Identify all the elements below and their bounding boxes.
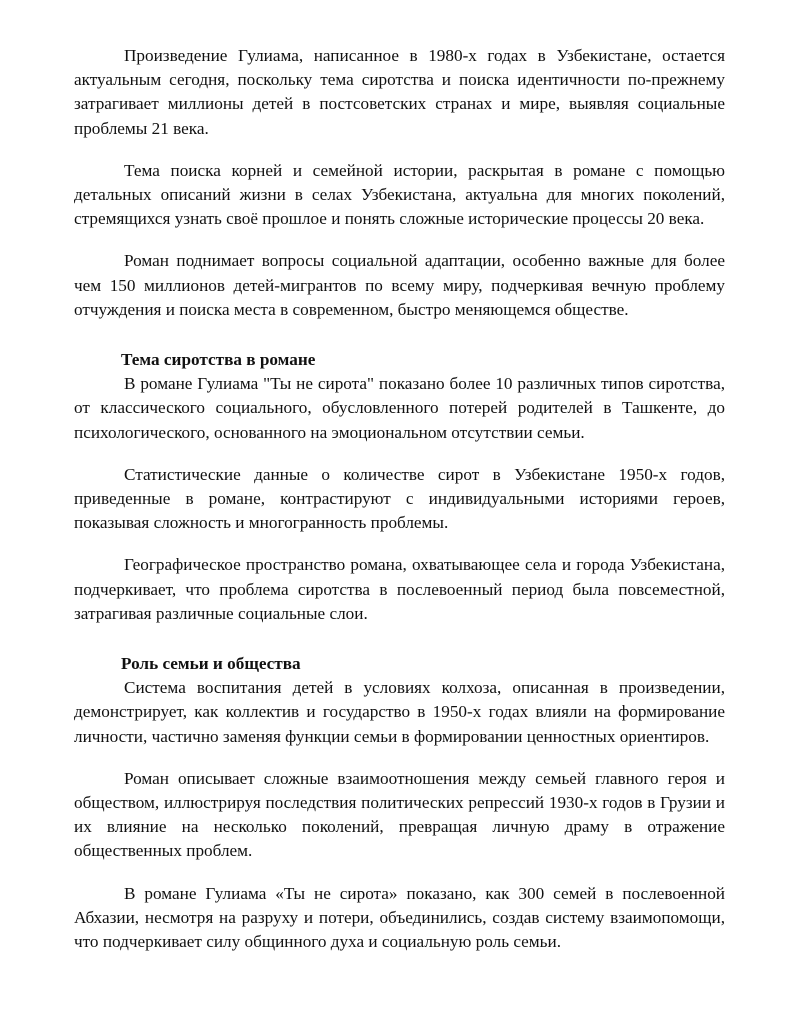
- paragraph: В романе Гулиама "Ты не сирота" показано более 10 различных типов сиротства, от классического социального, обусловленного потерей родителей в Ташкенте, до психологического, основанного на эмоциональном отсутствии семьи.: [74, 374, 725, 442]
- paragraph: Произведение Гулиама, написанное в 1980-х годах в Узбекистане, остается актуальным сегодня, поскольку тема сиротства и поиска идентичности по-прежнему затрагивает миллионы детей в постсоветских странах и мире, выявляя социальные проблемы 21 века.: [74, 46, 725, 138]
- paragraph: В романе Гулиама «Ты не сирота» показано, как 300 семей в послевоенной Абхазии, несмотря на разруху и потери, объединились, создав систему взаимопомощи, что подчеркивает силу общинного духа и социальную роль семьи.: [74, 883, 725, 952]
- section-heading: Роль семьи и общества: [121, 654, 301, 674]
- paragraph: Географическое пространство романа, охватывающее села и города Узбекистана, подчеркивает, что проблема сиротства в послевоенный период была повсеместной, затрагивая различные социальные слои.: [74, 555, 725, 623]
- paragraph: Система воспитания детей в условиях колхоза, описанная в произведении, демонстрирует, как коллектив и государство в 1950-х годах влияли на формирование личности, частично заменяя функции семьи в формировании ценностных ориентиров.: [74, 678, 725, 746]
- section-heading: Тема сиротства в романе: [121, 350, 316, 370]
- paragraph: Тема поиска корней и семейной истории, раскрытая в романе с помощью детальных описаний жизни в селах Узбекистана, актуальна для многих поколений, стремящихся узнать своё прошлое и понять сложные исторические процессы 20 века.: [74, 160, 725, 229]
- paragraph: Статистические данные о количестве сирот в Узбекистане 1950-х годов, приведенные в романе, контрастируют с индивидуальными историями героев, показывая сложность и многогранность проблемы.: [74, 464, 725, 533]
- paragraph: Роман описывает сложные взаимоотношения между семьей главного героя и обществом, иллюстрируя последствия политических репрессий 1930-х годов в Грузии и их влияние на несколько поколений, превращая личную драму в отражение общественных проблем.: [74, 768, 725, 861]
- document-page: [74, 44, 725, 954]
- paragraph: Роман поднимает вопросы социальной адаптации, особенно важные для более чем 150 миллионов детей-мигрантов по всему миру, подчеркивая вечную проблему отчуждения и поиска места в современном, быстро меняющемся обществе.: [74, 251, 725, 319]
